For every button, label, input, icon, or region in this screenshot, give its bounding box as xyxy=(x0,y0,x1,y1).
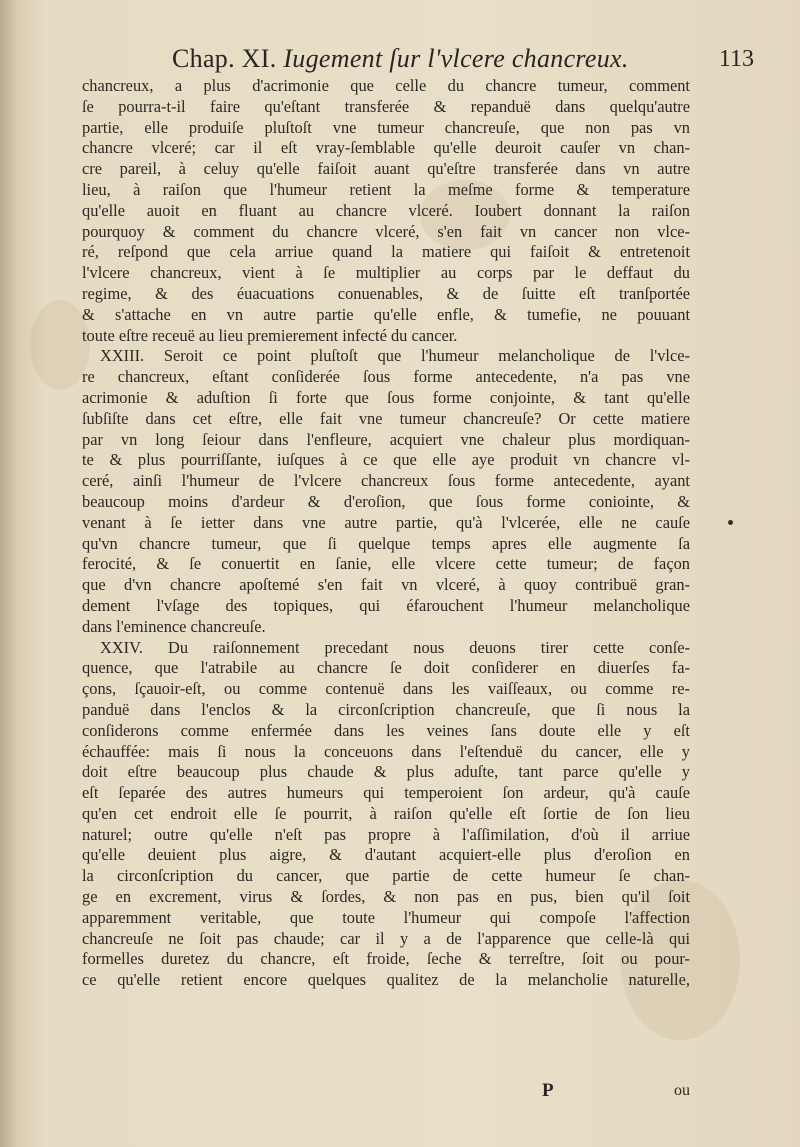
text-line: qu'vn chancre tumeur, que ſi quelque temps apres elle augmente ſa xyxy=(82,533,690,553)
running-title xyxy=(172,44,629,74)
chapter-title: Iugement ſur l'vlcere chancreux. xyxy=(283,44,629,73)
text-line: ge en excrement, virus & ſordes, & non pas en pus, bien qu'il ſoit xyxy=(82,887,690,907)
text-line: formelles duretez du chancre, eſt froide, ſeche & terreſtre, ſoit ou pour- xyxy=(82,949,690,969)
text-line: ſe pourra-t-il faire qu'eſtant transferée & repanduë dans quelqu'autre xyxy=(82,96,690,116)
text-line: pourquoy & comment du chancre vlceré, s'en fait vn cancer non vlce- xyxy=(82,221,690,241)
text-line: chancreuſe ne ſoit pas chaude; car il y a de l'apparence que celle-là qui xyxy=(82,928,690,948)
text-line: lieu, à raiſon que l'humeur retient la meſme forme & temperature xyxy=(82,179,690,199)
text-line: ceré, ainſi l'humeur de l'vlcere chancreux ſous forme antecedente, ayant xyxy=(82,471,690,491)
text-line: acrimonie & aduſtion ſi forte que ſous forme conjointe, & tant qu'elle xyxy=(82,387,690,407)
page-number: 113 xyxy=(718,46,754,72)
text-line: & s'attache en vn autre partie qu'elle enfle, & tumefie, ne pouuant xyxy=(82,304,690,324)
text-line: que d'vn chancre apoſtemé s'en fait vn vlceré, à quoy contribuë gran- xyxy=(82,575,690,595)
paper-stain xyxy=(30,300,90,390)
page-footer xyxy=(82,1080,690,1110)
text-line: regime, & des éuacuations conuenables, & de ſuitte eſt tranſportée xyxy=(82,283,690,303)
text-line: quence, que l'atrabile au chancre ſe doit conſiderer en diuerſes fa- xyxy=(82,658,690,678)
text-line: ferocité, & ſe conuertit en ſanie, elle vlcere cette tumeur; de façon xyxy=(82,554,690,574)
text-line: apparemment veritable, que toute l'humeur qui compoſe l'affection xyxy=(82,907,690,927)
text-line: partie, elle produiſe pluſtoſt vne tumeur chancreuſe, que non pas vn xyxy=(82,117,690,137)
text-line: panduë dans l'enclos & la circonſcription chancreuſe, que ſi nous la xyxy=(82,699,690,719)
text-line: par vn long ſeiour dans l'enfleure, acquiert vne chaleur plus mordiquan- xyxy=(82,429,690,449)
text-line: beaucoup moins d'ardeur & d'eroſion, que ſous forme coniointe, & xyxy=(82,491,690,511)
text-line: qu'elle deuient plus aigre, & d'autant acquiert-elle plus d'eroſion en xyxy=(82,845,690,865)
text-line: chancreux, a plus d'acrimonie que celle du chancre tumeur, comment xyxy=(82,76,690,95)
chapter-label: Chap. XI. xyxy=(172,44,277,73)
ink-spot xyxy=(728,520,733,525)
text-line: qu'elle auoit en fluant au chancre vlceré. Ioubert donnant la raiſon xyxy=(82,200,690,220)
text-line: ſubſiſte dans cet eſtre, elle fait vne tumeur chancreuſe? Or cette matiere xyxy=(82,408,690,428)
text-line: cre pareil, à celuy qu'elle faiſoit auant qu'eſtre transferée dans vn autre xyxy=(82,159,690,179)
text-line: échauffée: mais ſi nous la conceuons dans l'eſtenduë du cancer, elle y xyxy=(82,741,690,761)
text-line: conſiderons comme enfermée dans les veines ſans doute elle y eſt xyxy=(82,720,690,740)
text-line: dans l'eminence chancreuſe. xyxy=(82,616,266,636)
text-line: naturel; outre qu'elle n'eſt pas propre à l'aſſimilation, d'où il arriue xyxy=(82,824,690,844)
text-line: XXIII. Seroit ce point pluſtoſt que l'humeur melancholique de l'vlce- xyxy=(100,346,690,366)
text-line: XXIV. Du raiſonnement precedant nous deuons tirer cette conſe- xyxy=(100,637,690,657)
text-line: te & plus pourriſſante, iuſques à ce que elle aye produit vn chancre vl- xyxy=(82,450,690,470)
text-line: chancre vlceré; car il eſt vray-ſemblable qu'elle deuroit cauſer vn chan- xyxy=(82,138,690,158)
catchword: ou xyxy=(674,1082,690,1099)
text-line: re chancreux, eſtant conſiderée ſous forme antecedente, n'a pas vne xyxy=(82,367,690,387)
text-line: eſt ſeparée des autres humeurs qui temperoient ſon ardeur, qu'à cauſe xyxy=(82,783,690,803)
text-line: ce qu'elle retient encore quelques qualitez de la melancholie naturelle, xyxy=(82,970,690,990)
text-line: l'vlcere chancreux, vient à ſe multiplier au corps par le deffaut du xyxy=(82,263,690,283)
text-line: çons, ſçauoir-eſt, ou comme contenuë dans les vaiſſeaux, ou comme re- xyxy=(82,679,690,699)
body-text xyxy=(82,76,690,991)
text-line: qu'en cet endroit elle ſe pourrit, à raiſon qu'elle eſt ſortie de ſon lieu xyxy=(82,803,690,823)
text-line: la circonſcription du cancer, que partie de cette humeur ſe chan- xyxy=(82,866,690,886)
text-line: doit eſtre beaucoup plus chaude & plus aduſte, tant parce qu'elle y xyxy=(82,762,690,782)
text-line: toute eſtre receuë au lieu premierement infecté du cancer. xyxy=(82,325,458,345)
text-line: dement l'vſage des topiques, qui éfarouchent l'humeur melancholique xyxy=(82,595,690,615)
text-line: ré, reſpond que cela arriue quand la matiere qui faiſoit & entretenoit xyxy=(82,242,690,262)
signature-mark: P xyxy=(542,1080,554,1101)
page-header xyxy=(60,40,760,80)
text-line: venant à ſe ietter dans vne autre partie, qu'à l'vlcerée, elle ne cauſe xyxy=(82,512,690,532)
